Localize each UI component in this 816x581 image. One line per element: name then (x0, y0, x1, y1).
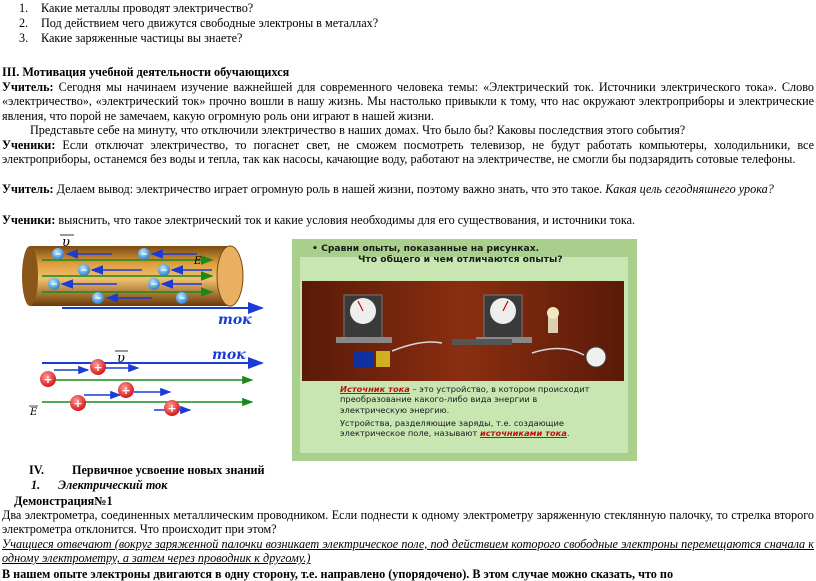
students-paragraph-2: Ученики: выяснить, что такое электрический ток и какие условия необходимы для его существования, и источники тока. (2, 213, 636, 227)
teacher-paragraph-3: Учитель: Делаем вывод: электричество играет огромную роль в нашей жизни, поэтому важно знать, что это такое. Какая цель сегодняшнего урока? (2, 182, 774, 196)
svg-text:−: − (140, 250, 148, 260)
velocity-label-2: υ (117, 351, 125, 366)
slide-title: • Сравни опыты, показанные на рисунках. Что общего и чем отличаются опыты? (312, 243, 563, 265)
students-answer: Учащиеся отвечают (вокруг заряженной палочки возникает электрическое поле, под действием которого свободные электроны перемещаются сначала к одному электрометру, а затем через проводник к другому.) (2, 537, 814, 566)
svg-text:+: + (93, 361, 103, 374)
electron-current-diagram (22, 232, 282, 437)
slide-conclusion: Устройства, разделяющие заряды, т.е. создающие электрическое поле, называют источниками тока. (340, 418, 570, 439)
svg-text:−: − (80, 266, 88, 276)
svg-text:−: − (50, 280, 58, 290)
svg-text:−: − (150, 280, 158, 290)
svg-text:−: − (94, 294, 102, 304)
demo-description: Два электрометра, соединенных металлическим проводником. Если поднести к одному электрометру заряженную стеклянную палочку, то стрелка второго электрометра отклонится. Что происходит при этом? (2, 508, 814, 537)
velocity-label: υ (62, 235, 70, 250)
field-label: E (194, 256, 202, 267)
demo-heading: Демонстрация№1 (14, 494, 113, 508)
field-label-2: E (30, 407, 38, 418)
slide-definition: Источник тока – это устройство, в котором происходит преобразование какого-либо вида энергии в электрическую энергию. (340, 384, 590, 415)
conclusion-line: В нашем опыте электроны двигаются в одну сторону, т.е. направлено (упорядочено). В этом случае можно сказать, что по (2, 567, 674, 581)
teacher-paragraph-2: Представьте себе на минуту, что отключили электричество в наших домах. Что было бы? Каковы последствия этого события? (30, 123, 686, 137)
slide-current-sources (292, 239, 637, 461)
teacher-paragraph-1: Учитель: Сегодня мы начинаем изучение важнейшей для современного человека темы: «Электрический ток. Источники электрического тока». Слово «электричество», «электрический ток» прочно вошли в нашу жизнь. Мы настолько привыкли к тому, что нас окружают электроприборы и электрические явления, что порой не замечаем, какую огромную роль они играют в нашей жизни. (2, 80, 814, 123)
svg-text:+: + (43, 373, 53, 386)
section-heading-4: IV. Первичное усвоение новых знаний (29, 463, 265, 477)
list-item: 2. Под действием чего движутся свободные электроны в металлах? (19, 16, 379, 30)
list-item: 3. Какие заряженные частицы вы знаете? (19, 31, 243, 45)
svg-text:−: − (178, 294, 186, 304)
list-item: 1. Какие металлы проводят электричество? (19, 1, 254, 15)
svg-text:−: − (54, 250, 62, 260)
subsection-heading: 1. Электрический ток (31, 478, 168, 492)
section-heading: III. Мотивация учебной деятельности обучающихся (2, 65, 290, 79)
students-paragraph-1: Ученики: Если отключат электричество, то погаснет свет, не сможем посмотреть телевизор, не будут работать компьютеры, холодильники, все электроприборы, останемся без воды и тепла, так как насосы, качающие воду, работают на электричестве, не смогли бы подзарядить сотовые телефоны. (2, 138, 814, 167)
svg-text:+: + (167, 402, 177, 415)
svg-text:−: − (160, 266, 168, 276)
svg-text:+: + (73, 397, 83, 410)
current-label-2: ток (212, 347, 246, 363)
current-label-1: ток (218, 312, 252, 328)
svg-text:+: + (121, 384, 131, 397)
